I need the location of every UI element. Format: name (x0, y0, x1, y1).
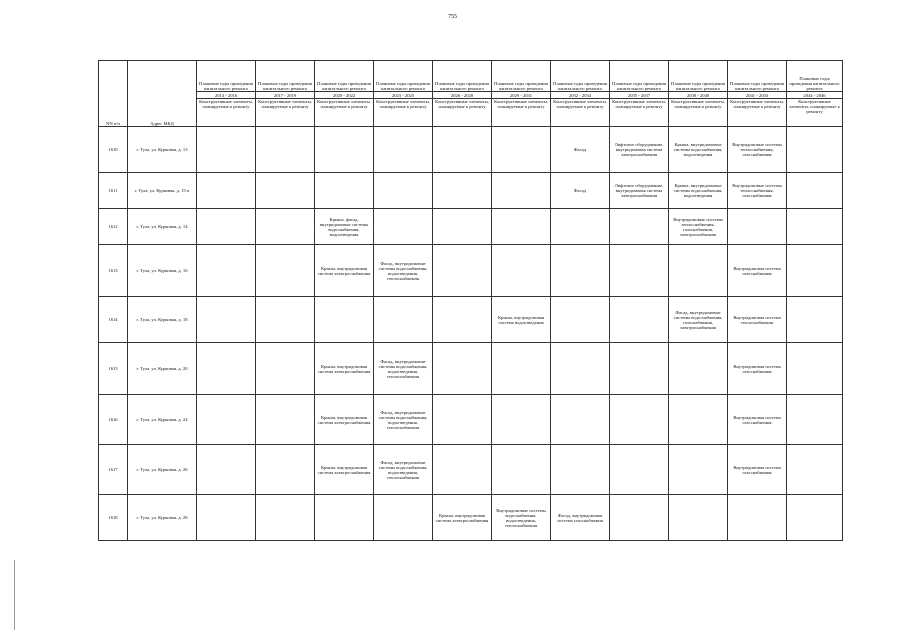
repair-elements-cell: Внутридомовая система газоснабжения (728, 445, 787, 495)
page-number: 755 (448, 14, 457, 20)
repair-elements-cell: Внутридомовые системы теплоснабжения, газоснабжения (728, 173, 787, 209)
row-address: г. Тула, ул. Курковая, д. 18 (128, 297, 197, 343)
repair-elements-cell (610, 245, 669, 297)
repair-elements-cell: Фасад, внутридомовые системы водоснабжения, газоснабжения, электроснабжения (669, 297, 728, 343)
repair-elements-cell (787, 343, 843, 395)
repair-elements-cell (256, 297, 315, 343)
repair-elements-cell (256, 445, 315, 495)
repair-elements-cell (787, 445, 843, 495)
repair-elements-cell (551, 297, 610, 343)
repair-elements-cell (787, 495, 843, 541)
repair-elements-cell: Лифтовое оборудование, внутридомовая система электроснабжения (610, 127, 669, 173)
row-number: 1617 (99, 445, 128, 495)
header-period-title: Плановые годы проведения капитального ремонта (787, 61, 843, 92)
repair-elements-cell (374, 209, 433, 245)
repair-elements-cell (433, 245, 492, 297)
repair-elements-cell (197, 173, 256, 209)
row-number: 1613 (99, 245, 128, 297)
header-elements-title: Конструктивные элементы, планируемые к ремонту (669, 99, 728, 127)
capital-repair-plan-table (98, 60, 843, 541)
header-period-title: Плановые годы проведения капитального ремонта (669, 61, 728, 92)
row-address: г. Тула, ул. Курковая, д. 26 (128, 445, 197, 495)
repair-elements-cell (315, 127, 374, 173)
row-address: г. Тула, ул. Курковая, д. 13 (128, 127, 197, 173)
repair-elements-cell (610, 495, 669, 541)
repair-elements-cell: Внутридомовая система газоснабжения (728, 343, 787, 395)
repair-elements-cell (433, 209, 492, 245)
header-period-years: 2020 - 2022 (315, 92, 374, 99)
table-row (99, 173, 843, 209)
repair-elements-cell (433, 395, 492, 445)
repair-elements-cell: Внутридомовые системы теплоснабжения, газоснабжения, электроснабжения (669, 209, 728, 245)
repair-elements-cell (492, 343, 551, 395)
repair-elements-cell (787, 395, 843, 445)
header-period-years: 2023 - 2025 (374, 92, 433, 99)
repair-elements-cell: Крыша, внутридомовая система электроснабжения (315, 343, 374, 395)
header-elements-title: Конструктивные элементы, планируемые к ремонту (787, 99, 843, 127)
header-period-title: Плановые годы проведения капитального ремонта (256, 61, 315, 92)
repair-elements-cell (256, 395, 315, 445)
row-number: 1615 (99, 343, 128, 395)
repair-elements-cell (256, 209, 315, 245)
repair-elements-cell (256, 343, 315, 395)
repair-elements-cell (374, 127, 433, 173)
repair-elements-cell (492, 445, 551, 495)
header-elements-title: Конструктивные элементы, планируемые к ремонту (610, 99, 669, 127)
scan-artifact (14, 560, 15, 630)
repair-elements-cell: Фасад, внутридомовые системы водоснабжения, водоотведения, теплоснабжения (374, 395, 433, 445)
header-elements-title: Конструктивные элементы, планируемые к ремонту (433, 99, 492, 127)
repair-elements-cell: Внутридомовые системы теплоснабжения, газоснабжения (728, 127, 787, 173)
repair-elements-cell (433, 297, 492, 343)
repair-elements-cell (492, 209, 551, 245)
header-period-title: Плановые годы проведения капитального ремонта (433, 61, 492, 92)
repair-elements-cell: Крыша, внутридомовая система водоотведения (492, 297, 551, 343)
header-period-years: 2044 - 2046 (787, 92, 843, 99)
repair-elements-cell (197, 343, 256, 395)
repair-elements-cell (610, 343, 669, 395)
table-row (99, 343, 843, 395)
header-period-years: 2017 - 2019 (256, 92, 315, 99)
repair-elements-cell (197, 209, 256, 245)
row-address: г. Тула, ул. Курковая, д. 16 (128, 245, 197, 297)
repair-elements-cell (492, 245, 551, 297)
repair-elements-cell (669, 245, 728, 297)
repair-elements-cell (610, 209, 669, 245)
table-row (99, 209, 843, 245)
repair-elements-cell (728, 495, 787, 541)
table-row (99, 297, 843, 343)
header-elements-title: Конструктивные элементы, планируемые к ремонту (374, 99, 433, 127)
repair-elements-cell (610, 297, 669, 343)
repair-elements-cell (787, 209, 843, 245)
repair-elements-cell (374, 297, 433, 343)
repair-elements-cell (610, 395, 669, 445)
header-num: NN п/п (99, 61, 128, 127)
repair-elements-cell (315, 297, 374, 343)
row-address: г. Тула, ул. Курковая, д. 28 (128, 495, 197, 541)
repair-elements-cell: Фасад, внутридомовая система газоснабжения (551, 495, 610, 541)
table-row (99, 495, 843, 541)
repair-elements-cell: Фасад, внутридомовые системы водоснабжения, водоотведения, теплоснабжения (374, 343, 433, 395)
repair-elements-cell (787, 127, 843, 173)
header-period-years: 2026 - 2028 (433, 92, 492, 99)
row-address: г. Тула, ул. Курковая, д. 20 (128, 343, 197, 395)
table-row (99, 395, 843, 445)
repair-elements-cell (787, 297, 843, 343)
row-number: 1618 (99, 495, 128, 541)
repair-elements-cell: Крыша, внутридомовая система электроснабжения (315, 445, 374, 495)
repair-elements-cell (669, 343, 728, 395)
repair-elements-cell: Крыша, внутридомовая система электроснабжения (433, 495, 492, 541)
repair-elements-cell (551, 245, 610, 297)
header-period-title: Плановые годы проведения капитального ремонта (492, 61, 551, 92)
repair-elements-cell: Фасад (551, 127, 610, 173)
table-row (99, 127, 843, 173)
repair-elements-cell: Фасад, внутридомовые системы водоснабжения, водоотведения, теплоснабжения (374, 245, 433, 297)
repair-elements-cell: Крыша, фасад, внутридомовые системы водоснабжения, водоотведения (315, 209, 374, 245)
repair-elements-cell (433, 127, 492, 173)
row-address: г. Тула, ул. Курковая, д. 14 (128, 209, 197, 245)
repair-elements-cell (551, 343, 610, 395)
row-number: 1611 (99, 173, 128, 209)
header-period-title: Плановые годы проведения капитального ремонта (551, 61, 610, 92)
repair-elements-cell (787, 245, 843, 297)
repair-elements-cell (197, 245, 256, 297)
repair-elements-cell (433, 173, 492, 209)
table-row (99, 245, 843, 297)
header-period-title: Плановые годы проведения капитального ремонта (374, 61, 433, 92)
repair-elements-cell: Крыша, внутридомовые системы водоснабжения, водоотведения (669, 127, 728, 173)
repair-elements-cell (315, 495, 374, 541)
row-address: г. Тула, ул. Курковая, д. 15-а (128, 173, 197, 209)
repair-elements-cell (197, 445, 256, 495)
repair-elements-cell (787, 173, 843, 209)
header-period-title: Плановые годы проведения капитального ремонта (315, 61, 374, 92)
header-period-years: 2041 - 2043 (728, 92, 787, 99)
header-period-years: 2038 - 2040 (669, 92, 728, 99)
header-period-years: 2014 - 2016 (197, 92, 256, 99)
repair-elements-cell: Крыша, внутридомовые системы водоснабжения, водоотведения (669, 173, 728, 209)
repair-elements-cell (256, 245, 315, 297)
row-address: г. Тула, ул. Курковая, д. 24 (128, 395, 197, 445)
repair-elements-cell (610, 445, 669, 495)
row-number: 1610 (99, 127, 128, 173)
header-period-title: Плановые годы проведения капитального ремонта (610, 61, 669, 92)
repair-elements-cell: Фасад (551, 173, 610, 209)
repair-elements-cell (374, 173, 433, 209)
header-address: Адрес МКД (128, 61, 197, 127)
repair-elements-cell: Крыша, внутридомовая система электроснабжения (315, 395, 374, 445)
repair-elements-cell (669, 395, 728, 445)
repair-elements-cell (374, 495, 433, 541)
repair-elements-cell (492, 173, 551, 209)
repair-elements-cell: Внутридомовая система теплоснабжения (728, 297, 787, 343)
header-elements-title: Конструктивные элементы, планируемые к ремонту (728, 99, 787, 127)
repair-elements-cell: Фасад, внутридомовые системы водоснабжения, водоотведения, теплоснабжения (374, 445, 433, 495)
repair-elements-cell (256, 127, 315, 173)
table-row (99, 445, 843, 495)
header-elements-title: Конструктивные элементы, планируемые к ремонту (197, 99, 256, 127)
repair-elements-cell: Внутридомовые системы водоснабжения, водоотведения, теплоснабжения (492, 495, 551, 541)
header-period-title: Плановые годы проведения капитального ремонта (197, 61, 256, 92)
repair-elements-cell (197, 127, 256, 173)
repair-elements-cell (669, 495, 728, 541)
header-elements-title: Конструктивные элементы, планируемые к ремонту (492, 99, 551, 127)
repair-elements-cell (197, 297, 256, 343)
repair-elements-cell: Внутридомовая система газоснабжения (728, 245, 787, 297)
repair-elements-cell (551, 445, 610, 495)
repair-elements-cell (433, 343, 492, 395)
header-period-years: 2035 - 2037 (610, 92, 669, 99)
repair-elements-cell (669, 445, 728, 495)
repair-elements-cell: Внутридомовая система газоснабжения (728, 395, 787, 445)
repair-elements-cell (492, 395, 551, 445)
repair-elements-cell (551, 395, 610, 445)
repair-elements-cell (197, 495, 256, 541)
row-number: 1614 (99, 297, 128, 343)
repair-elements-cell: Лифтовое оборудование, внутридомовая система электроснабжения (610, 173, 669, 209)
header-elements-title: Конструктивные элементы, планируемые к ремонту (315, 99, 374, 127)
row-number: 1612 (99, 209, 128, 245)
repair-elements-cell (551, 209, 610, 245)
repair-elements-cell (197, 395, 256, 445)
row-number: 1616 (99, 395, 128, 445)
repair-elements-cell (433, 445, 492, 495)
repair-elements-cell: Крыша, внутридомовая система электроснабжения (315, 245, 374, 297)
repair-elements-cell (315, 173, 374, 209)
repair-elements-cell (728, 209, 787, 245)
repair-elements-cell (256, 173, 315, 209)
repair-elements-cell (256, 495, 315, 541)
repair-elements-cell (492, 127, 551, 173)
header-period-title: Плановые годы проведения капитального ремонта (728, 61, 787, 92)
header-elements-title: Конструктивные элементы, планируемые к ремонту (551, 99, 610, 127)
header-period-years: 2029 - 2031 (492, 92, 551, 99)
header-period-years: 2032 - 2034 (551, 92, 610, 99)
header-elements-title: Конструктивные элементы, планируемые к ремонту (256, 99, 315, 127)
